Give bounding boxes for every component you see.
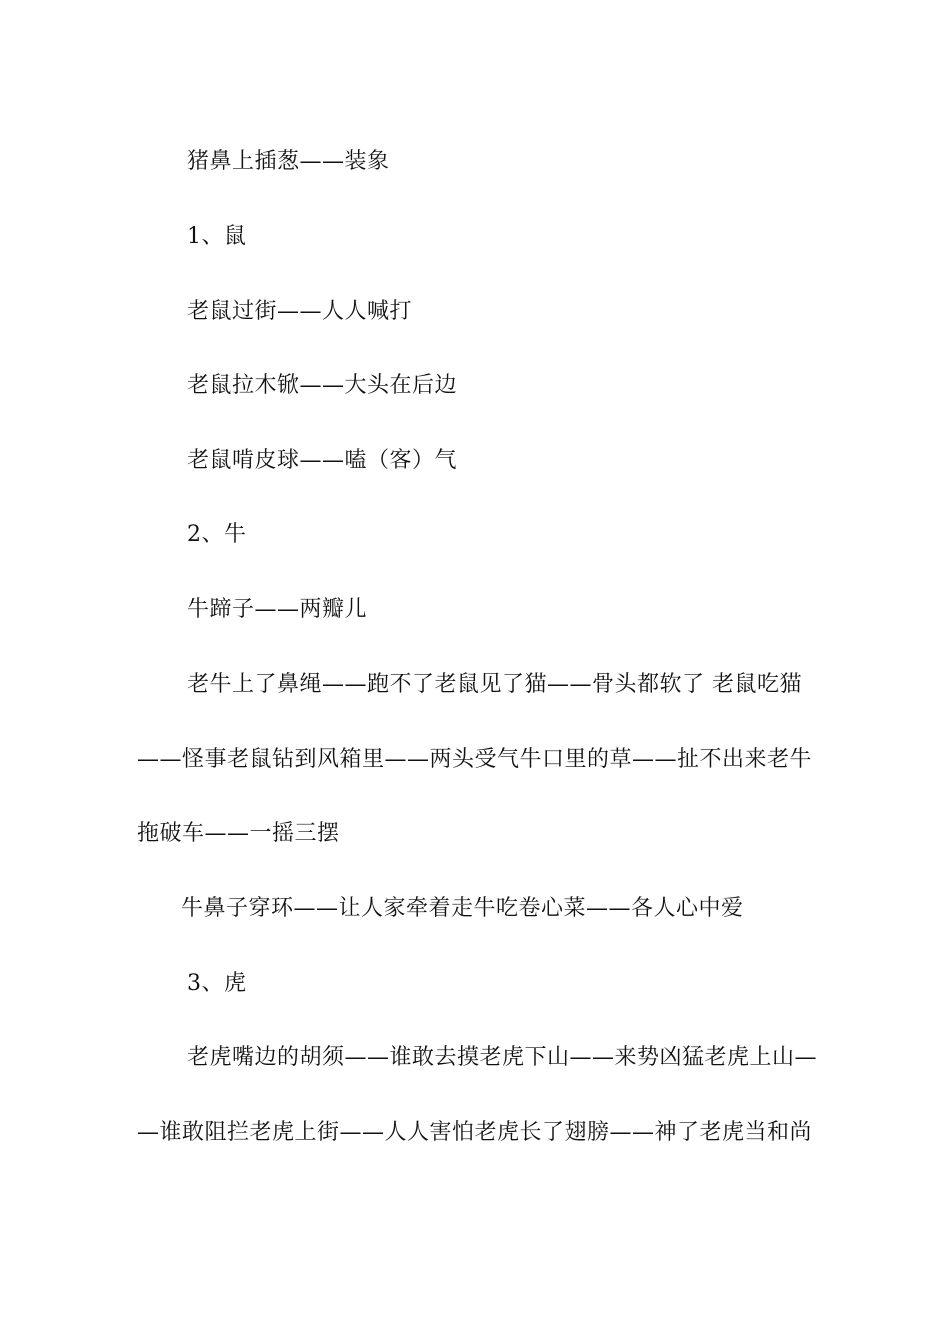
text-line: 老鼠拉木锨——大头在后边: [187, 373, 458, 398]
text-line: 猪鼻上插葱——装象: [187, 149, 390, 174]
paragraph-line: —谁敢阻拦老虎上街——人人害怕老虎长了翅膀——神了老虎当和尚: [137, 1120, 813, 1145]
section-heading: 2、牛: [187, 522, 247, 547]
text-line: 老鼠啃皮球——嗑（客）气: [187, 448, 458, 473]
paragraph-line: ——怪事老鼠钻到风箱里——两头受气牛口里的草——扯不出来老牛: [137, 747, 813, 772]
text-line: 牛蹄子——两瓣儿: [187, 597, 368, 622]
paragraph-line: 老虎嘴边的胡须——谁敢去摸老虎下山——来势凶猛老虎上山—: [187, 1045, 818, 1070]
paragraph-line: 老牛上了鼻绳——跑不了老鼠见了猫——骨头都软了 老鼠吃猫: [187, 672, 802, 697]
section-heading: 1、鼠: [187, 224, 247, 249]
section-heading: 3、虎: [187, 971, 247, 996]
text-line: 老鼠过街——人人喊打: [187, 299, 413, 324]
paragraph-line: 拖破车——一摇三摆: [137, 821, 340, 846]
paragraph-line: 牛鼻子穿环——让人家牵着走牛吃卷心菜——各人心中爱: [181, 896, 744, 921]
